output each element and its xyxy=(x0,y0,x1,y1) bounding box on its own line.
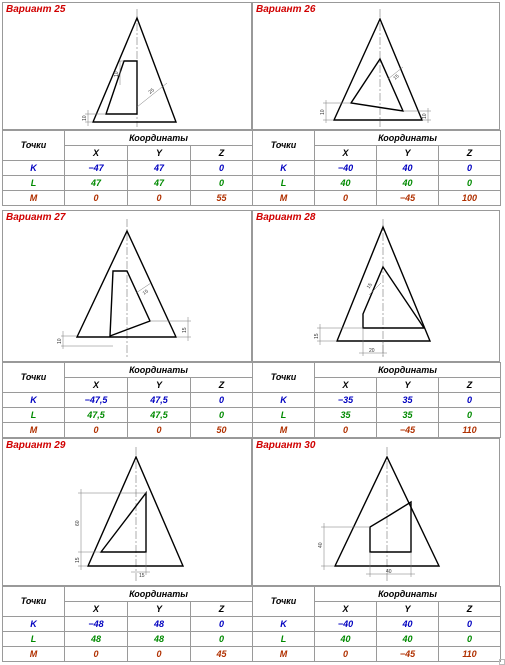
y-header: Y xyxy=(128,378,191,393)
dim-label: 15 xyxy=(139,573,145,579)
coords-header: Координаты xyxy=(315,363,501,378)
dim-label: 15 xyxy=(182,327,188,333)
variant-30-drawing-panel xyxy=(252,438,500,586)
x-header: X xyxy=(65,602,128,617)
coords-header: Координаты xyxy=(65,363,253,378)
inner-cutout xyxy=(110,271,150,336)
outer-triangle xyxy=(337,227,430,341)
points-header: Точки xyxy=(253,363,315,393)
variant-28-title: Вариант 28 xyxy=(256,212,316,223)
dim-label: 10 xyxy=(82,115,88,121)
variant-26-coords-table xyxy=(252,130,501,206)
point-k-row: K −48 48 0 xyxy=(3,617,253,632)
point-m-row: M 0 −45 110 xyxy=(253,423,501,438)
point-l-row: L 48 48 0 xyxy=(3,632,253,647)
dim-label: 40 xyxy=(318,542,324,548)
variant-28-drawing-panel xyxy=(252,210,500,362)
dim-label: 20 xyxy=(369,348,375,354)
coords-header: Координаты xyxy=(315,587,501,602)
z-header: Z xyxy=(191,146,253,161)
dim-label: 25 xyxy=(147,87,156,96)
coords-header: Координаты xyxy=(65,131,253,146)
variant-30-title: Вариант 30 xyxy=(256,440,316,451)
variant-26-drawing xyxy=(253,3,501,131)
point-m-row: M 0 −45 110 xyxy=(253,647,501,662)
points-header: Точки xyxy=(253,131,315,161)
x-header: X xyxy=(65,146,128,161)
coords-header: Координаты xyxy=(315,131,501,146)
dim-label: 10 xyxy=(114,71,120,77)
points-header: Точки xyxy=(3,587,65,617)
point-l-row: L 47 47 0 xyxy=(3,176,253,191)
x-header: X xyxy=(315,378,377,393)
variant-30-coords-table xyxy=(252,586,501,662)
y-header: Y xyxy=(377,146,439,161)
variant-29-drawing xyxy=(3,439,253,587)
variant-25-title: Вариант 25 xyxy=(6,4,66,15)
dim-label: 10 xyxy=(57,338,63,344)
point-k-row: K −35 35 0 xyxy=(253,393,501,408)
z-header: Z xyxy=(439,378,501,393)
points-header: Точки xyxy=(3,131,65,161)
dim-label: 60 xyxy=(75,520,81,526)
inner-cutout xyxy=(370,502,411,552)
point-l-row: L 40 40 0 xyxy=(253,632,501,647)
y-header: Y xyxy=(128,602,191,617)
point-m-row: M 0 0 50 xyxy=(3,423,253,438)
points-header: Точки xyxy=(253,587,315,617)
outer-triangle xyxy=(334,19,422,120)
dim-label: 15 xyxy=(365,282,374,291)
point-k-row: K −40 40 0 xyxy=(253,161,501,176)
dim-label: 10 xyxy=(320,109,326,115)
variant-25-drawing-panel xyxy=(2,2,252,130)
x-header: X xyxy=(315,602,377,617)
variant-27-coords-table xyxy=(2,362,253,438)
z-header: Z xyxy=(191,602,253,617)
point-l-row: L 47,5 47,5 0 xyxy=(3,408,253,423)
coords-header: Координаты xyxy=(65,587,253,602)
dim-label: 15 xyxy=(141,288,150,297)
z-header: Z xyxy=(191,378,253,393)
dim-label: 15 xyxy=(75,557,81,563)
y-header: Y xyxy=(377,378,439,393)
dim-label: 15 xyxy=(314,333,320,339)
point-m-row: M 0 −45 100 xyxy=(253,191,501,206)
dim-label: 15 xyxy=(392,73,401,82)
variants-sheet xyxy=(2,2,500,661)
x-header: X xyxy=(65,378,128,393)
variant-27-title: Вариант 27 xyxy=(6,212,66,223)
point-l-row: L 35 35 0 xyxy=(253,408,501,423)
variant-25-coords-table xyxy=(2,130,253,206)
variant-26-title: Вариант 26 xyxy=(256,4,316,15)
point-l-row: L 40 40 0 xyxy=(253,176,501,191)
variant-28-drawing xyxy=(253,211,501,363)
page-corner-marker xyxy=(499,659,505,665)
y-header: Y xyxy=(128,146,191,161)
point-k-row: K −40 40 0 xyxy=(253,617,501,632)
z-header: Z xyxy=(439,602,501,617)
point-m-row: M 0 0 55 xyxy=(3,191,253,206)
variant-29-drawing-panel xyxy=(2,438,252,586)
x-header: X xyxy=(315,146,377,161)
inner-cutout xyxy=(363,267,424,328)
inner-cutout xyxy=(106,61,137,114)
variant-29-title: Вариант 29 xyxy=(6,440,66,451)
z-header: Z xyxy=(439,146,501,161)
y-header: Y xyxy=(377,602,439,617)
outer-triangle xyxy=(93,18,176,122)
variant-27-drawing-panel xyxy=(2,210,252,362)
point-k-row: K −47 47 0 xyxy=(3,161,253,176)
dim-label: 10 xyxy=(422,113,428,119)
dim-label: 40 xyxy=(386,569,392,575)
variant-27-drawing xyxy=(3,211,253,363)
points-header: Точки xyxy=(3,363,65,393)
variant-25-drawing xyxy=(3,3,253,131)
variant-28-coords-table xyxy=(252,362,501,438)
point-m-row: M 0 0 45 xyxy=(3,647,253,662)
variant-26-drawing-panel xyxy=(252,2,500,130)
variant-29-coords-table xyxy=(2,586,253,662)
variant-30-drawing xyxy=(253,439,501,587)
point-k-row: K −47,5 47,5 0 xyxy=(3,393,253,408)
